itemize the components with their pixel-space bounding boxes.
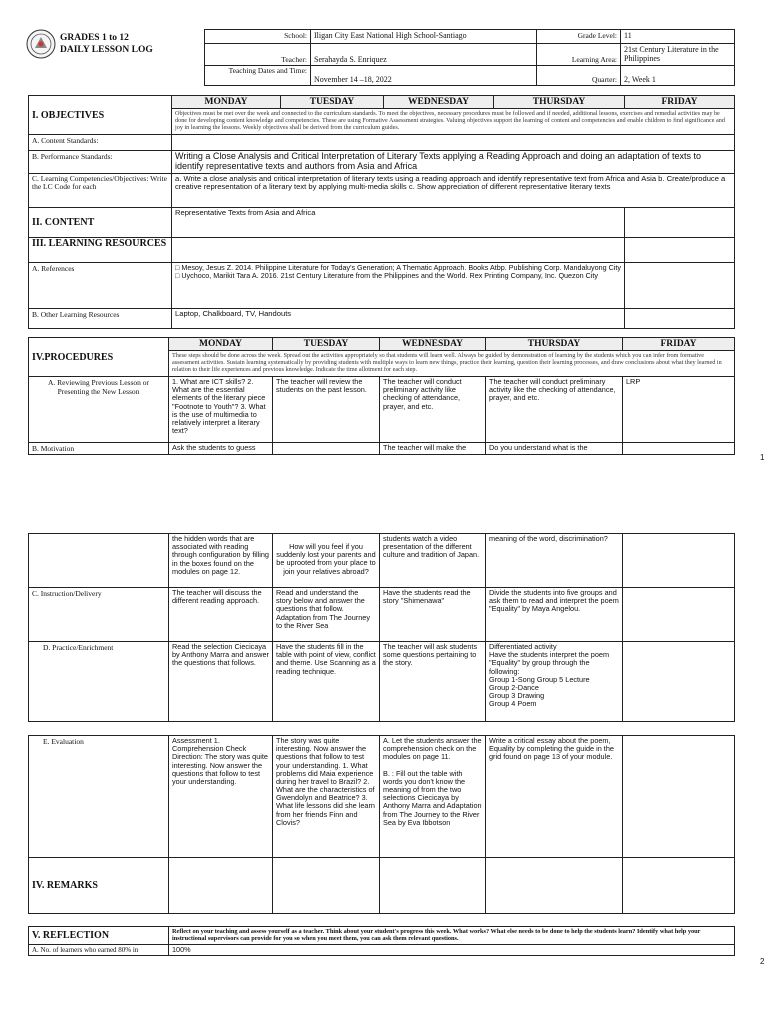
school-name: Iligan City East National High School-Santiago: [311, 30, 537, 44]
instruction-thursday: Divide the students into five groups and ask them to read and interpret the poem "Equality" by Maya Angelou.: [486, 588, 623, 642]
practice-tuesday: Have the students fill in the table with point of view, conflict and theme. Use Scanning as a reading technique.: [273, 642, 380, 722]
resources-friday: [625, 237, 735, 262]
objectives-note: Objectives must be met over the week and connected to the curriculum standards. To meet the objectives, necessary procedures must be followed and if needed, additional lessons, exercises and remedial activities may be done for developing content knowledge and competencies. These are using Formative Assessment strategies. Valuing objectives support the learning of content and competencies and enable children to find significance and joy in learning the lessons. Weekly objectives shall be derived from the curriculum guides.: [172, 109, 735, 135]
instruction-friday: [623, 588, 735, 642]
dates-label: Teaching Dates and Time:: [205, 66, 311, 86]
review-tuesday: The teacher will review the students on the past lesson.: [273, 377, 380, 443]
procedures-table-page1: [28, 337, 735, 455]
competencies-label: C. Learning Competencies/Objectives: Write the LC Code for each: [29, 173, 172, 207]
motivation-tuesday-p1: [273, 443, 380, 455]
grade-value: 11: [621, 30, 735, 44]
motivation-thursday-p1: Do you understand what is the: [486, 443, 623, 455]
deped-seal-logo: [26, 29, 56, 59]
references-friday: [625, 262, 735, 308]
page-number-2: 2: [760, 957, 765, 966]
procedures-title: IV.PROCEDURES: [29, 338, 169, 377]
learners-80-label: A. No. of learners who earned 80% in: [29, 945, 169, 956]
proc-day-wednesday: WEDNESDAY: [380, 338, 486, 351]
evaluation-wednesday: A. Let the students answer the comprehension check on the modules on page 11. B. : Fill out the table with words you don't know the meaning of from the two selections Ciecicaya by Anthony Marra and Adaptation from The Journey to the River Sea by Eva Ibbotson: [380, 736, 486, 858]
remarks-friday: [623, 858, 735, 914]
area-label: Learning Area:: [537, 44, 621, 66]
remarks-tuesday: [273, 858, 380, 914]
proc-day-tuesday: TUESDAY: [273, 338, 380, 351]
references-value: □ Mesoy, Jesus Z. 2014. Philippine Literature for Today's Generation; A Thematic Approach. Books Atbp. Publishing Corp. Mandaluyong City □ Uychoco, Marikit Tara A. 2016. 21st Century Literature from the Philippines and the World. Rex Printing Company, Inc. Quezon City: [172, 262, 625, 308]
content-standards-value: [172, 135, 735, 151]
performance-standards-label: B. Performance Standards:: [29, 151, 172, 174]
motivation-label-cont: [29, 534, 169, 588]
page-number-1: 1: [760, 453, 765, 462]
evaluation-tuesday: The story was quite interesting. Now answer the questions that follow to test your understanding. 1. What problems did Maia experience during her travel to Brazil? 2. What are the characteristics of Gwendolyn and Beatrice? 3. What life lessons did she learn from her friends Finn and Clovis?: [273, 736, 380, 858]
instruction-tuesday: Read and understand the story below and answer the questions that follow. Adaptation from The Journey to the River Sea: [273, 588, 380, 642]
other-resources-friday: [625, 308, 735, 328]
content-title: II. CONTENT: [29, 207, 172, 237]
instruction-label: C. Instruction/Delivery: [29, 588, 169, 642]
reflection-note: Reflect on your teaching and assess yourself as a teacher. Think about your student's progress this week. What works? What else needs to be done to help the students learn? Identify what help your instructional supervisors can provide for you so when you meet them, you can ask them relevant questions.: [169, 927, 735, 945]
practice-friday: [623, 642, 735, 722]
performance-standards-value: Writing a Close Analysis and Critical Interpretation of Literary Texts applying a Reading Approach and doing an adaptation of texts to identify representative texts and authors from Asia and Africa: [172, 151, 735, 174]
other-resources-label: B. Other Learning Resources: [29, 308, 172, 328]
motivation-wednesday-p1: The teacher will make the: [380, 443, 486, 455]
review-label: A. Reviewing Previous Lesson or Presenting the New Lesson: [29, 377, 169, 443]
day-header-thursday: THURSDAY: [494, 96, 625, 109]
practice-monday: Read the selection Ciecicaya by Anthony Marra and answer the questions that follows.: [169, 642, 273, 722]
procedures-table-page2: [28, 533, 735, 722]
motivation-wednesday: students watch a video presentation of the different culture and tradition of Japan.: [380, 534, 486, 588]
content-standards-label: A. Content Standards:: [29, 135, 172, 151]
evaluation-label: E. Evaluation: [29, 736, 169, 858]
evaluation-friday: [623, 736, 735, 858]
instruction-wednesday: Have the students read the story "Shimenawa": [380, 588, 486, 642]
motivation-monday-p1: Ask the students to guess: [169, 443, 273, 455]
other-resources-value: Laptop, Chalkboard, TV, Handouts: [172, 308, 625, 328]
procedures-note: These steps should be done across the week. Spread out the activities appropriately so that students will learn well. Always be guided by demonstration of learning by the students which you can infer from formative assessment activities. Sustain learning systematically by providing students with multiple ways to learn new things, practice their learning, question their learning processes, and draw conclusions about what they learned in relation to their life experiences and previous knowledge. Indicate the time allotment for each step.: [169, 351, 735, 377]
content-value: Representative Texts from Asia and Africa: [172, 207, 625, 237]
resources-blank: [172, 237, 625, 262]
review-thursday: The teacher will conduct preliminary activity like the checking of attendance, prayer, and etc.: [486, 377, 623, 443]
dates-value: November 14 –18, 2022: [311, 66, 537, 86]
motivation-friday-p1: [623, 443, 735, 455]
motivation-label: B. Motivation: [29, 443, 169, 455]
practice-label: D. Practice/Enrichment: [29, 642, 169, 722]
motivation-monday: the hidden words that are associated with reading through configuration by filling in the boxes found on the modules on page 12.: [169, 534, 273, 588]
day-header-monday: MONDAY: [172, 96, 281, 109]
competencies-value: a. Write a close analysis and critical interpretation of literary texts using a reading approach and identify representative text from Africa and Asia b. Create/produce a creative representation of a literary text by applying multi-media skills c. Show appreciation of different representative literary texts: [172, 173, 735, 207]
proc-day-friday: FRIDAY: [623, 338, 735, 351]
practice-wednesday: The teacher will ask students some questions pertaining to the story.: [380, 642, 486, 722]
header-info-table: [204, 29, 735, 86]
evaluation-monday: Assessment 1. Comprehension Check Direction: The story was quite interesting. Now answer the questions that follow to test your understanding.: [169, 736, 273, 858]
references-label: A. References: [29, 262, 172, 308]
evaluation-thursday: Write a critical essay about the poem, Equality by completing the guide in the grid found on page 13 of your module.: [486, 736, 623, 858]
grade-label: Grade Level:: [537, 30, 621, 44]
remarks-monday: [169, 858, 273, 914]
teacher-label: Teacher:: [205, 44, 311, 66]
remarks-thursday: [486, 858, 623, 914]
day-header-friday: FRIDAY: [625, 96, 735, 109]
quarter-value: 2, Week 1: [621, 66, 735, 86]
review-wednesday: The teacher will conduct preliminary activity like checking of attendance, prayer, and etc.: [380, 377, 486, 443]
log-title-grades: GRADES 1 to 12: [60, 33, 129, 43]
remarks-wednesday: [380, 858, 486, 914]
school-label: School:: [205, 30, 311, 44]
reflection-table: [28, 926, 735, 956]
proc-day-thursday: THURSDAY: [486, 338, 623, 351]
instruction-monday: The teacher will discuss the different reading approach.: [169, 588, 273, 642]
practice-thursday: Differentiated activity Have the students interpret the poem "Equality" by group through the following: Group 1-Song Group 5 Lecture Group 2-Dance Group 3 Drawing Group 4 Poem: [486, 642, 623, 722]
resources-title: III. LEARNING RESOURCES: [29, 237, 172, 262]
review-monday: 1. What are ICT skills? 2. What are the essential elements of the literary piece "Footnote to Youth"? 3. What is the use of multimedia to relatively interpret a literary text?: [169, 377, 273, 443]
reflection-title: V. REFLECTION: [29, 927, 169, 945]
log-title-dll: DAILY LESSON LOG: [60, 45, 153, 55]
motivation-friday: [623, 534, 735, 588]
area-value: 21st Century Literature in the Philippines: [621, 44, 735, 66]
content-friday: [625, 207, 735, 237]
learners-80-value: 100%: [169, 945, 735, 956]
quarter-label: Quarter:: [537, 66, 621, 86]
teacher-name: Serahayda S. Enriquez: [311, 44, 537, 66]
evaluation-table: [28, 735, 735, 914]
day-header-tuesday: TUESDAY: [281, 96, 384, 109]
proc-day-monday: MONDAY: [169, 338, 273, 351]
remarks-title: IV. REMARKS: [29, 858, 169, 914]
review-friday: LRP: [623, 377, 735, 443]
objectives-table: [28, 95, 735, 329]
day-header-wednesday: WEDNESDAY: [384, 96, 494, 109]
seal-icon: [26, 29, 56, 59]
motivation-thursday: meaning of the word, discrimination?: [486, 534, 623, 588]
objectives-title: I. OBJECTIVES: [29, 96, 172, 135]
motivation-tuesday: How will you feel if you suddenly lost your parents and be uprooted from your place to join your relatives abroad?: [273, 534, 380, 588]
